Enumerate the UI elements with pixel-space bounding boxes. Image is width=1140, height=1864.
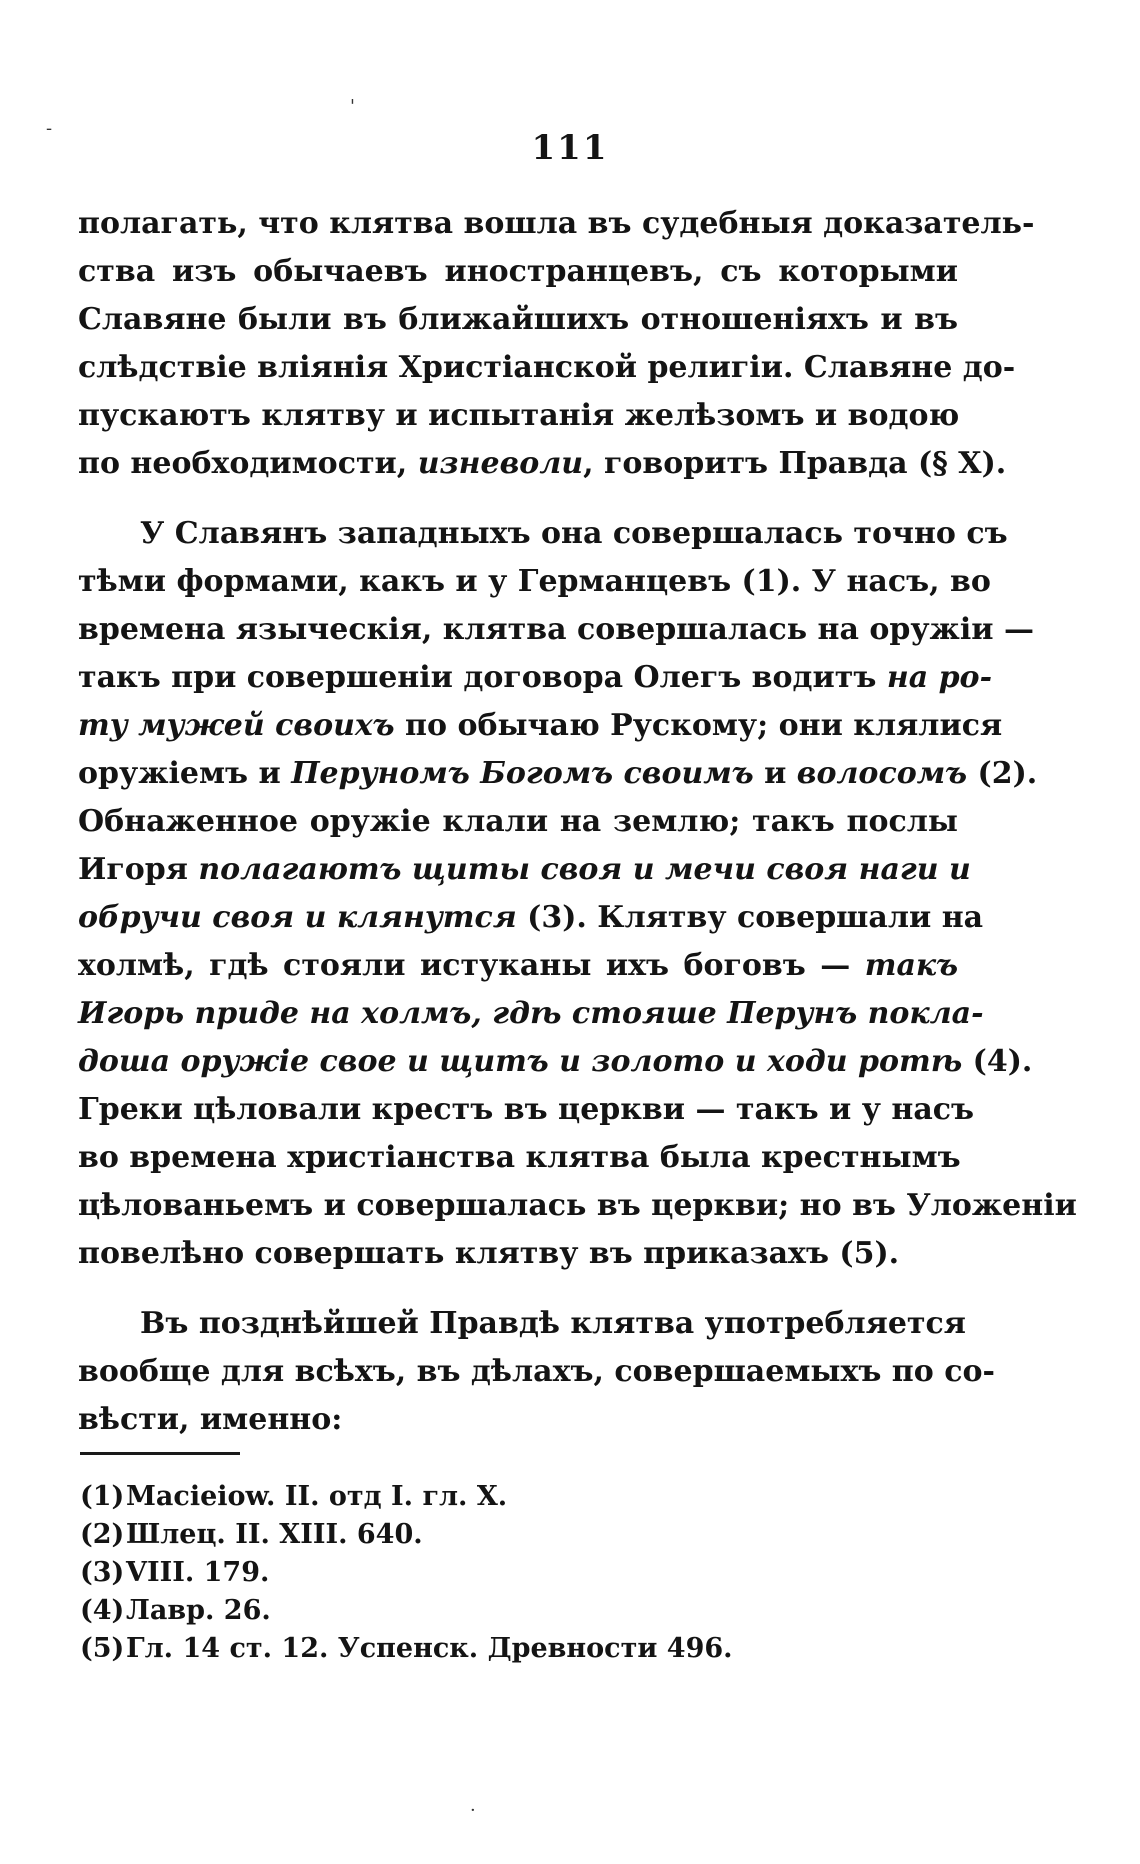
text-run: во времена христіанства клятва была крестнымъ — [78, 1140, 961, 1175]
footnote — [80, 1478, 960, 1516]
footnote — [80, 1592, 960, 1630]
footnote-text: VIII. 179. — [126, 1557, 270, 1588]
text-run: вообще для всѣхъ, въ дѣлахъ, совершаемыхъ по со- — [78, 1354, 995, 1389]
text-run: по необходимости, — [78, 446, 418, 481]
text-line — [78, 702, 1003, 750]
text-line — [78, 1230, 958, 1278]
footnote-text: Гл. 14 ст. 12. Успенск. Древности 496. — [126, 1633, 733, 1664]
paragraph — [78, 200, 1035, 488]
italic-text: полагаютъ щиты своя и мечи своя наги и — [198, 852, 971, 887]
footnote-number: (3) — [80, 1557, 125, 1588]
text-line — [78, 1348, 995, 1396]
text-line — [78, 344, 1016, 392]
text-run: вѣсти, именно: — [78, 1402, 343, 1437]
body-text — [78, 200, 1077, 1444]
text-line — [78, 296, 958, 344]
text-line — [78, 392, 958, 440]
italic-text: на ро- — [886, 660, 993, 695]
footnote — [80, 1630, 960, 1668]
text-line — [78, 654, 993, 702]
italic-text: волосомъ — [796, 756, 968, 791]
text-line — [78, 1134, 961, 1182]
footnotes — [80, 1478, 960, 1668]
italic-text: доша оружіе свое и щитъ и золото и ходи ротѣ — [78, 1044, 963, 1079]
italic-text: изневоли — [417, 446, 584, 481]
text-run: пускаютъ клятву и испытанія желѣзомъ и водою — [78, 398, 960, 433]
text-line — [78, 440, 1007, 488]
text-line — [78, 798, 958, 846]
text-line — [78, 990, 984, 1038]
print-speck: · — [470, 1800, 476, 1821]
text-run: тѣми формами, какъ и у Германцевъ (1). У насъ, во — [78, 564, 991, 599]
text-run: полагать, что клятва вошла въ судебныя доказатель- — [78, 206, 1035, 241]
italic-text: такъ — [864, 948, 958, 983]
text-run: ства изъ обычаевъ иностранцевъ, съ которыми — [78, 254, 958, 289]
footnote-text: Macieiow. II. отд I. гл. X. — [126, 1481, 508, 1512]
text-run: Греки цѣловали крестъ въ церкви — такъ и у насъ — [78, 1092, 975, 1127]
print-speck: ' — [350, 96, 355, 117]
text-run: У Славянъ западныхъ она совершалась точно съ — [140, 516, 1008, 551]
print-speck: - — [46, 118, 53, 139]
text-run: Игоря — [78, 852, 199, 887]
text-line — [78, 1300, 966, 1348]
text-run: времена языческія, клятва совершалась на оружіи — — [78, 612, 1034, 647]
paragraph-gap — [78, 1278, 958, 1300]
text-line — [78, 846, 971, 894]
paragraph — [78, 1300, 995, 1444]
text-line — [78, 942, 958, 990]
footnote-number: (4) — [80, 1595, 125, 1626]
footnote-separator — [80, 1452, 240, 1455]
page-number: 111 — [531, 128, 609, 168]
text-run: цѣлованьемъ и совершалась въ церкви; но въ Уложеніи — [78, 1188, 1077, 1223]
text-line — [78, 510, 1008, 558]
paragraph — [78, 510, 1077, 1278]
footnote-number: (1) — [80, 1481, 125, 1512]
footnote-number: (2) — [80, 1519, 125, 1550]
text-line — [78, 894, 984, 942]
text-line — [78, 1038, 1033, 1086]
footnote — [80, 1554, 960, 1592]
text-line — [78, 1086, 975, 1134]
text-run: такъ при совершеніи договора Олегъ водитъ — [78, 660, 887, 695]
text-run: слѣдствіе вліянія Христіанской религіи. Славяне до- — [78, 350, 1016, 385]
footnote-number: (5) — [80, 1633, 125, 1664]
text-run: Славяне были въ ближайшихъ отношеніяхъ и въ — [78, 302, 958, 337]
text-run: Обнаженное оружіе клали на землю; такъ послы — [78, 804, 958, 839]
text-run: оружіемъ и — [78, 756, 292, 791]
text-run: холмѣ, гдѣ стояли истуканы ихъ боговъ — — [78, 948, 865, 983]
footnote — [80, 1516, 960, 1554]
text-line — [78, 200, 1035, 248]
text-line — [78, 248, 958, 296]
text-line — [78, 1182, 1077, 1230]
italic-text: обручи своя и клянутся — [78, 900, 517, 935]
italic-text: ту мужей своихъ — [78, 708, 395, 743]
text-run: Въ позднѣйшей Правдѣ клятва употребляется — [140, 1306, 966, 1341]
text-run: (2). — [967, 756, 1038, 791]
footnote-text: Лавр. 26. — [126, 1595, 271, 1626]
text-line — [78, 606, 1034, 654]
text-line — [78, 558, 991, 606]
footnote-text: Шлец. II. XIII. 640. — [126, 1519, 423, 1550]
italic-text: Перуномъ Богомъ своимъ — [291, 756, 754, 791]
text-run: и — [753, 756, 797, 791]
italic-text: Игорь приде на холмъ, гдѣ стояше Перунъ покла- — [78, 996, 984, 1031]
text-line — [78, 750, 1038, 798]
text-run: (4). — [962, 1044, 1033, 1079]
text-line — [78, 1396, 958, 1444]
text-run: (3). Клятву совершали на — [516, 900, 984, 935]
text-run: по обычаю Рускому; они клялися — [394, 708, 1003, 743]
paragraph-gap — [78, 488, 958, 510]
text-run: , говоритъ Правда (§ X). — [583, 446, 1007, 481]
text-run: повелѣно совершать клятву въ приказахъ (5). — [78, 1236, 900, 1271]
